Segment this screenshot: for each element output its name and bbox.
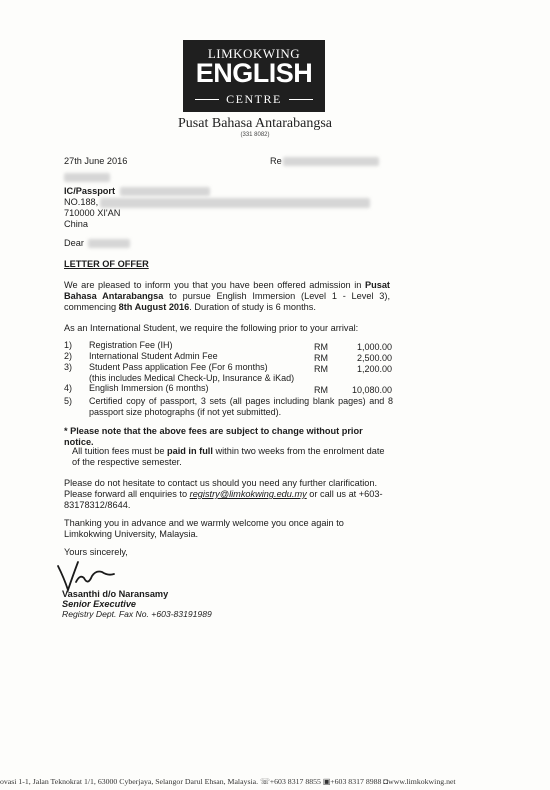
- contact-text-2: or call us at +603-83178312/8644.: [64, 489, 383, 510]
- contact-text-1: Please do not hesitate to contact us should you need any further clarification. Please forward all enquiries to: [64, 478, 378, 499]
- payment-notice: [72, 446, 394, 468]
- institution-name: Pusat Bahasa Antarabangsa: [64, 280, 390, 301]
- company-number: (331 8082): [240, 132, 270, 138]
- fee-item-description: International Student Admin Fee: [89, 351, 218, 361]
- redacted-id: [120, 187, 210, 196]
- redacted-salutation-name: [88, 239, 130, 248]
- institution-subtitle: Pusat Bahasa Antarabangsa: [178, 116, 332, 131]
- fee-item-number: 4): [64, 383, 73, 393]
- thanks-paragraph: Thanking you in advance and we warmly welcome you once again to Limkokwing University, Malaysia.: [64, 518, 344, 539]
- fee-item-number: 1): [64, 340, 73, 350]
- logo-bottom-text: CENTRE: [226, 92, 282, 106]
- fee-item-number: 5): [64, 396, 73, 406]
- logo-main-text: ENGLISH: [195, 58, 313, 88]
- fee-item-amount: 1,200.00: [356, 364, 392, 374]
- salutation: Dear: [64, 238, 84, 248]
- fee-item-currency: RM: [314, 342, 328, 352]
- document-requirement: Certified copy of passport, 3 sets (all pages including blank pages) and 8 passport size photographs (if not yet submitted).: [89, 396, 393, 417]
- fee-item-number: 2): [64, 351, 73, 361]
- fee-item-currency: RM: [314, 353, 328, 363]
- letter-date: 27th June 2016: [64, 156, 128, 166]
- fee-item-description: Student Pass application Fee (For 6 months): [89, 362, 268, 372]
- redacted-name: [64, 173, 110, 182]
- redacted-reference: [283, 157, 379, 166]
- fee-item-amount: 2,500.00: [356, 353, 392, 363]
- fee-item-description: English Immersion (6 months): [89, 383, 209, 393]
- offer-paragraph: [64, 280, 390, 313]
- fee-change-notice: * Please note that the above fees are subject to change without prior notice.: [64, 426, 363, 447]
- fee-item-note: (this includes Medical Check-Up, Insurance & iKad): [89, 373, 295, 383]
- fee-item-currency: RM: [314, 364, 328, 374]
- offer-text-1: We are pleased to inform you that you have been offered admission in: [64, 280, 365, 290]
- address-line-2: 710000 XI'AN: [64, 208, 121, 218]
- payment-text-1: All tuition fees must be: [72, 446, 167, 456]
- offer-text-2: to pursue English Immersion (Level 1 - Level 3), commencing: [64, 291, 390, 312]
- id-label: IC/Passport: [64, 186, 116, 196]
- signer-department: Registry Dept. Fax No. +603-83191989: [62, 609, 212, 619]
- logo: [183, 40, 325, 112]
- payment-text-2: within two weeks from the enrolment date of the respective semester.: [72, 446, 385, 467]
- footer-address: ovasi 1-1, Jalan Teknokrat 1/1, 63000 Cyberjaya, Selangor Darul Ehsan, Malaysia. ☏+603 8317 8855 ▣+603 8317 8988 ◘www.limkokwing.net: [0, 777, 456, 786]
- payment-emphasis: paid in full: [166, 446, 213, 456]
- requirements-intro: As an International Student, we require the following prior to your arrival:: [64, 323, 359, 333]
- reference-label: Re: [270, 156, 282, 166]
- closing: Yours sincerely,: [64, 547, 128, 557]
- logo-top-text: LIMKOKWING: [207, 46, 301, 61]
- fee-item-description: Registration Fee (IH): [89, 340, 173, 350]
- address-line-3: China: [64, 219, 89, 229]
- commencement-date: 8th August 2016: [118, 302, 190, 312]
- address-line-1: NO.188,: [64, 197, 99, 207]
- signer-name: Vasanthi d/o Naransamy: [62, 589, 169, 599]
- fee-item-number: 3): [64, 362, 73, 372]
- signer-title: Senior Executive: [62, 599, 137, 609]
- fee-item-currency: RM: [314, 385, 328, 395]
- fee-item-amount: 1,000.00: [356, 342, 392, 352]
- contact-paragraph: [64, 478, 394, 511]
- contact-email-link[interactable]: registry@limkokwing.edu.my: [189, 489, 307, 499]
- redacted-address: [100, 198, 370, 208]
- fee-item-amount: 10,080.00: [351, 385, 392, 395]
- offer-text-3: . Duration of study is 6 months.: [189, 302, 316, 312]
- letter-title: LETTER OF OFFER: [64, 259, 149, 269]
